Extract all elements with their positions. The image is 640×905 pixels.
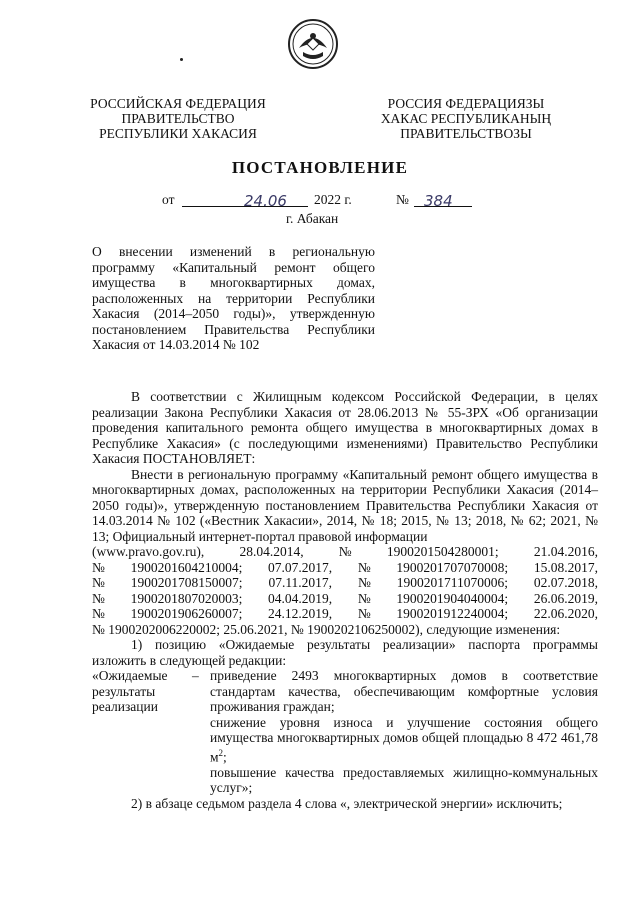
header-right-line: РОССИЯ ФЕДЕРАЦИЯЗЫ [387,96,545,111]
expected-result-item: повышение качества предоставляемых жилищно-коммунальных услуг»; [210,764,598,795]
ref-cell: (www.pravo.gov.ru), [92,544,205,559]
ref-cell: № [92,575,105,590]
area-value: 8 472 461,78 м [210,730,598,764]
ref-cell: 1900201904040004; [396,590,509,606]
ref-cell: 28.04.2014, [239,544,304,559]
ref-cell: 1900201604210004; [130,559,243,575]
item-terminator: ; [223,749,227,764]
city-label: г. Абакан [286,211,339,226]
number-sign: № [396,192,409,207]
document-body [92,389,598,811]
year-label: 2022 г. [314,192,352,207]
ref-cell: 1900201807020003; [130,590,243,606]
expected-result-item: приведение 2493 многоквартирных домов в соответствие стандартам качества, обеспечивающим комфортные условия проживания граждан; [210,668,598,714]
passport-position-table [92,668,598,796]
expected-result-text: снижение уровня износа и улучшение состояния общего имущества многоквартирных домов общей площадью [210,714,598,745]
header-left-line: РЕСПУБЛИКИ ХАКАСИЯ [99,126,257,141]
header-khakas [360,96,572,141]
ref-cell: 07.11.2017, [268,575,333,590]
document-subject: О внесении изменений в региональную программу «Капитальный ремонт общего имущества в многоквартирных домах, расположенных на территории Республики Хакасия (2014–2050 годы)», утвержденную постановлением Правительства Республики Хакасия от 14.03.2014 № 102 [92,244,375,352]
position-dash: – [192,668,199,683]
point1-paragraph: 1) позицию «Ожидаемые результаты реализации» паспорта программы изложить в следующей редакции: [92,637,598,668]
ref-cell: 1900201912240004; [396,606,509,621]
number-underline [414,192,472,210]
ref-cell: № [92,590,105,606]
expected-result-item [210,715,598,765]
ref-cell: 1900201504280001; [386,544,499,559]
ref-cell: 21.04.2016, [533,544,598,559]
reference-row [92,560,598,576]
ref-cell: 1900201711070006; [396,575,508,590]
point2-paragraph: 2) в абзаце седьмом раздела 4 слова «, электрической энергии» исключить; [131,795,563,811]
position-label: «Ожидаемые результаты реализации [92,668,168,714]
document-title: ПОСТАНОВЛЕНИЕ [231,158,409,177]
reference-row [92,606,598,622]
ref-cell: 26.06.2019, [533,590,598,606]
handwritten-date: 24.06 [244,192,287,210]
ref-cell: 1900201707070008; [396,559,509,575]
header-left-line: ПРАВИТЕЛЬСТВО [121,111,235,126]
date-number-line [0,192,640,212]
reference-row [92,591,598,607]
reference-row [92,575,598,591]
item1-intro-paragraph: Внести в региональную программу «Капитальный ремонт общего имущества в многоквартирных домах, расположенных на территории Республики Хакасия (2014–2050 годы)», утвержденную постановлением Правительства Республики Хакасия от 14.03.2014 № 102 («Вестник Хакасии», 2014, № 18; 2015, № 13; 2018, № 62; 2021, № 13; Официальный интернет-портал правовой информации [92,466,598,544]
header-left-line: РОССИЙСКАЯ ФЕДЕРАЦИЯ [90,96,266,111]
ref-cell: 02.07.2018, [533,575,598,590]
date-underline [182,192,308,210]
ref-cell: № [92,559,105,575]
ink-dot [180,58,183,61]
references-block [92,544,598,637]
ref-cell: 15.08.2017, [533,559,598,575]
ref-cell: 1900201906260007; [130,606,243,621]
ref-cell: № [357,575,371,590]
header-right-line: ПРАВИТЕЛЬСТВОЗЫ [400,126,532,141]
ref-cell: 1900201708150007; [130,575,243,590]
date-prefix: от [162,192,175,207]
ref-cell: № [357,590,371,606]
ref-cell: № [357,606,371,621]
handwritten-number: 384 [424,192,453,210]
preamble-paragraph: В соответствии с Жилищным кодексом Российской Федерации, в целях реализации Закона Республики Хакасия от 28.06.2013 № 55-ЗРХ «Об организации проведения капитального ремонта общего имущества в многоквартирных домах в Республике Хакасия» (с последующими изменениями) Правительство Республики Хакасия ПОСТАНОВЛЯЕТ: [92,389,598,466]
ref-cell: 04.04.2019, [268,590,333,606]
ref-cell: 07.07.2017, [268,559,333,575]
coat-of-arms-emblem [287,18,339,70]
ref-cell: № [357,559,371,575]
header-russian [70,96,286,141]
ref-cell: № [338,544,352,559]
position-content [210,668,598,796]
reference-row [92,544,598,560]
ref-cell: 22.06.2020, [533,606,598,621]
area-unit-exponent: 2 [218,747,224,758]
header-right-line: ХАКАС РЕСПУБЛИКАНЫҢ [380,111,552,126]
ref-cell: 24.12.2019, [268,606,333,621]
ref-cell: № [92,606,105,621]
reference-last-line: № 1900202006220002; 25.06.2021, № 1900202106250002), следующие изменения: [92,621,561,637]
